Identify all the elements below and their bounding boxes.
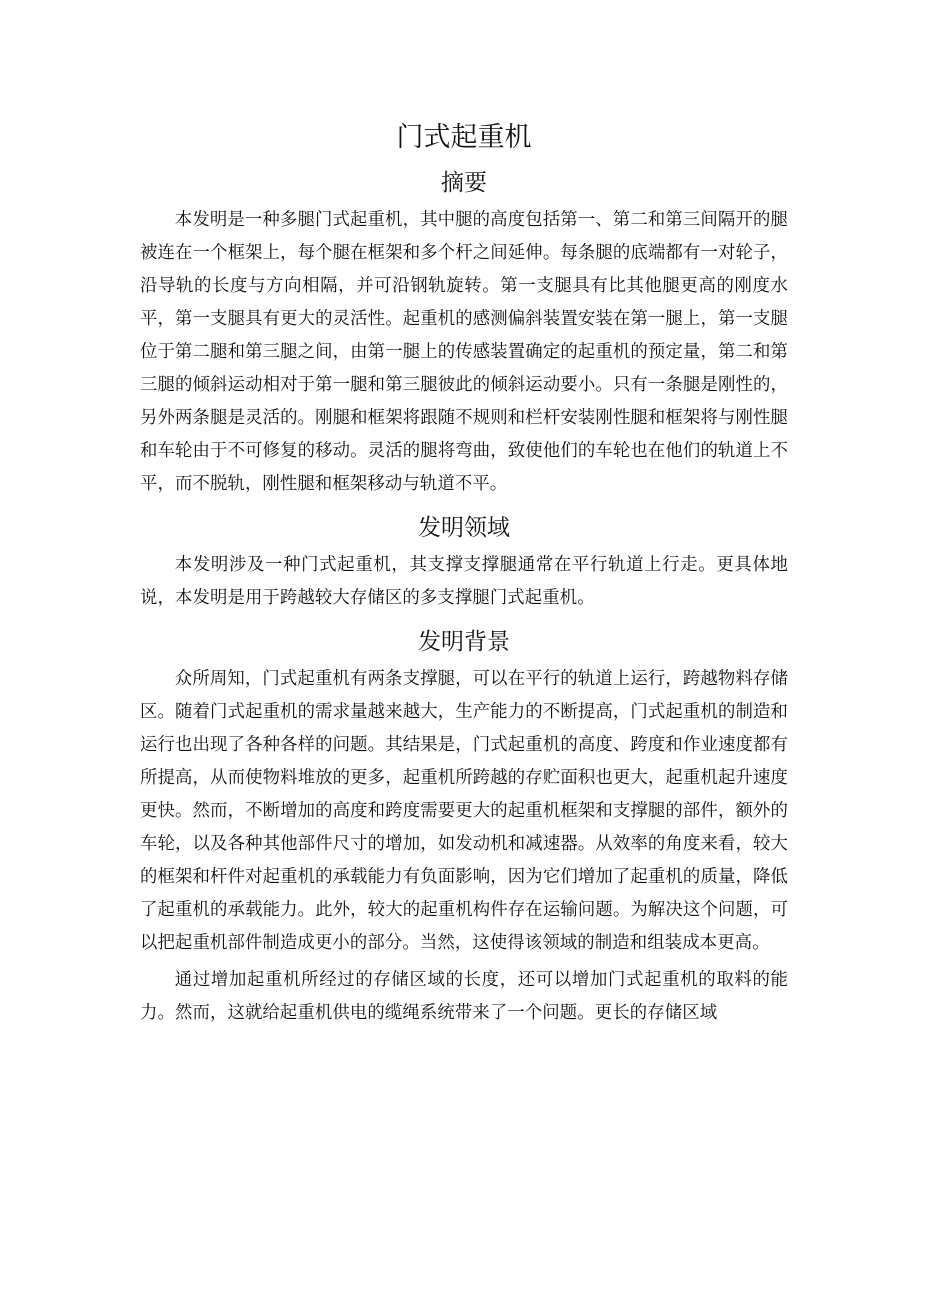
background-paragraph-1: 众所周知，门式起重机有两条支撑腿，可以在平行的轨道上运行，跨越物料存储区。随着门式起重机的需求量越来越大，生产能力的不断提高，门式起重机的制造和运行也出现了各种各样的问题。其结果是，门式起重机的高度、跨度和作业速度都有所提高，从而使物料堆放的更多，起重机所跨越的存贮面积也更大，起重机起升速度更快。然而，不断增加的高度和跨度需要更大的起重机框架和支撑腿的部件，额外的车轮，以及各种其他部件尺寸的增加，如发动机和减速器。从效率的角度来看，较大的框架和杆件对起重机的承载能力有负面影响，因为它们增加了起重机的质量，降低了起重机的承载能力。此外，较大的起重机构件存在运输问题。为解决这个问题，可以把起重机部件制造成更小的部分。当然，这使得该领域的制造和组装成本更高。 [140,669,788,953]
section-heading-background: 发明背景 [418,629,510,655]
document-page [140,118,788,1030]
background-paragraph-2: 通过增加起重机所经过的存储区域的长度，还可以增加门式起重机的取料的能力。然而，这就给起重机供电的缆绳系统带来了一个问题。更长的存储区域 [140,970,788,1023]
field-paragraph: 本发明涉及一种门式起重机，其支撑支撑腿通常在平行轨道上行走。更具体地说，本发明是用于跨越较大存储区的多支撑腿门式起重机。 [140,555,788,608]
document-title: 门式起重机 [396,122,532,153]
section-heading-abstract: 摘要 [441,170,487,196]
section-heading-field: 发明领域 [418,515,510,541]
abstract-paragraph: 本发明是一种多腿门式起重机，其中腿的高度包括第一、第二和第三间隔开的腿被连在一个框架上，每个腿在框架和多个杆之间延伸。每条腿的底端都有一对轮子，沿导轨的长度与方向相隔，并可沿钢轨旋转。第一支腿具有比其他腿更高的刚度水平，第一支腿具有更大的灵活性。起重机的感测偏斜装置安装在第一腿上，第一支腿位于第二腿和第三腿之间，由第一腿上的传感装置确定的起重机的预定量，第二和第三腿的倾斜运动相对于第一腿和第三腿彼此的倾斜运动要小。只有一条腿是刚性的，另外两条腿是灵活的。刚腿和框架将跟随不规则和栏杆安装刚性腿和框架将与刚性腿和车轮由于不可修复的移动。灵活的腿将弯曲，致使他们的车轮也在他们的轨道上不平，而不脱轨，刚性腿和框架移动与轨道不平。 [140,210,788,494]
